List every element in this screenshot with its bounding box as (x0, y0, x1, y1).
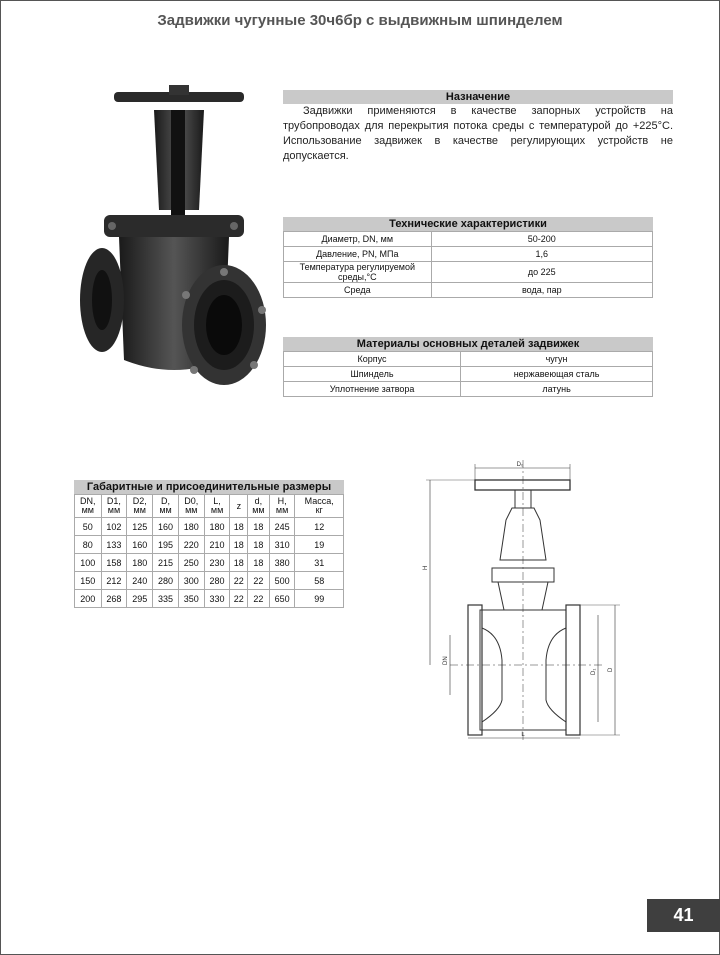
dim-cell: 58 (295, 572, 344, 590)
dim-cell: 230 (204, 554, 230, 572)
dimensions-heading: Габаритные и присоединительные размеры (74, 480, 344, 494)
materials-heading: Материалы основных деталей задвижек (283, 337, 653, 351)
dim-cell: 268 (101, 590, 127, 608)
dim-cell: 18 (248, 554, 270, 572)
dim-cell: 240 (127, 572, 153, 590)
drawing-label-d1: D₁ (591, 668, 597, 675)
spec-label: Давление, PN, МПа (284, 247, 432, 262)
dim-cell: 212 (101, 572, 127, 590)
dim-cell: 100 (75, 554, 102, 572)
dim-header-cell: D0, мм (178, 495, 204, 518)
dimensions-table (74, 494, 344, 608)
dim-cell: 22 (230, 590, 248, 608)
dim-cell: 50 (75, 518, 102, 536)
drawing-label-dn: DN (443, 656, 449, 665)
drawing-label-l: L (521, 732, 525, 738)
dim-cell: 160 (153, 518, 179, 536)
specs-heading: Технические характеристики (283, 217, 653, 231)
material-value: латунь (461, 382, 653, 397)
dim-cell: 250 (178, 554, 204, 572)
dim-cell: 102 (101, 518, 127, 536)
spec-label: Среда (284, 283, 432, 298)
dim-header-cell: D1, мм (101, 495, 127, 518)
page-title: Задвижки чугунные 30ч6бр с выдвижным шпинделем (157, 12, 563, 29)
table-row (75, 554, 344, 572)
spec-value: 50-200 (431, 232, 652, 247)
spec-value: 1,6 (431, 247, 652, 262)
table-header-row (75, 495, 344, 518)
specs-section (283, 217, 653, 298)
dim-cell: 180 (204, 518, 230, 536)
table-row (284, 283, 653, 298)
purpose-text: Задвижки применяются в качестве запорных устройств на трубопроводах для перекрытия потока среды с температурой до +225°С. Использование задвижек в качестве регулирующих устройств не допускается. (283, 105, 673, 162)
dim-header-cell: z (230, 495, 248, 518)
dim-cell: 18 (230, 554, 248, 572)
purpose-heading: Назначение (283, 90, 673, 104)
dim-cell: 22 (230, 572, 248, 590)
dim-cell: 210 (204, 536, 230, 554)
dim-cell: 80 (75, 536, 102, 554)
specs-table (283, 231, 653, 298)
dim-cell: 650 (269, 590, 295, 608)
dim-cell: 18 (230, 518, 248, 536)
table-row (284, 382, 653, 397)
dim-cell: 160 (127, 536, 153, 554)
dim-cell: 280 (153, 572, 179, 590)
valve-technical-drawing (420, 460, 640, 745)
dim-cell: 125 (127, 518, 153, 536)
page-number: 41 (647, 899, 720, 932)
drawing-label-h: H (423, 565, 429, 570)
dim-cell: 310 (269, 536, 295, 554)
dim-cell: 200 (75, 590, 102, 608)
drawing-label-d: D (608, 667, 614, 672)
dim-cell: 195 (153, 536, 179, 554)
dim-cell: 99 (295, 590, 344, 608)
spec-value: до 225 (431, 262, 652, 283)
materials-table (283, 351, 653, 397)
spec-label: Диаметр, DN, мм (284, 232, 432, 247)
spec-label: Температура регулируемой среды,°С (284, 262, 432, 283)
table-row (284, 352, 653, 367)
dim-cell: 31 (295, 554, 344, 572)
dim-cell: 18 (248, 536, 270, 554)
spec-value: вода, пар (431, 283, 652, 298)
table-row (284, 262, 653, 283)
table-row (284, 247, 653, 262)
dim-cell: 180 (127, 554, 153, 572)
dim-cell: 245 (269, 518, 295, 536)
dim-cell: 180 (178, 518, 204, 536)
dim-cell: 335 (153, 590, 179, 608)
dim-cell: 215 (153, 554, 179, 572)
dim-cell: 300 (178, 572, 204, 590)
dim-header-cell: D, мм (153, 495, 179, 518)
material-label: Корпус (284, 352, 461, 367)
dim-header-cell: DN, мм (75, 495, 102, 518)
material-label: Шпиндель (284, 367, 461, 382)
table-row (75, 518, 344, 536)
dim-header-cell: H, мм (269, 495, 295, 518)
material-value: чугун (461, 352, 653, 367)
dim-header-cell: D2, мм (127, 495, 153, 518)
dim-header-cell: Масса, кг (295, 495, 344, 518)
dim-cell: 12 (295, 518, 344, 536)
dim-cell: 18 (248, 518, 270, 536)
dim-cell: 18 (230, 536, 248, 554)
drawing-label-d0: D₀ (516, 462, 524, 468)
material-value: нержавеющая сталь (461, 367, 653, 382)
table-row (284, 232, 653, 247)
material-label: Уплотнение затвора (284, 382, 461, 397)
dim-cell: 330 (204, 590, 230, 608)
dim-header-cell: d, мм (248, 495, 270, 518)
materials-section (283, 337, 653, 397)
dim-cell: 280 (204, 572, 230, 590)
dim-cell: 22 (248, 572, 270, 590)
table-row (75, 572, 344, 590)
dim-header-cell: L, мм (204, 495, 230, 518)
dim-cell: 380 (269, 554, 295, 572)
valve-photo (74, 80, 274, 410)
dim-cell: 295 (127, 590, 153, 608)
dimensions-section (74, 480, 344, 608)
table-row (75, 590, 344, 608)
dim-cell: 158 (101, 554, 127, 572)
dim-cell: 350 (178, 590, 204, 608)
dim-cell: 150 (75, 572, 102, 590)
dim-cell: 19 (295, 536, 344, 554)
table-row (284, 367, 653, 382)
dim-cell: 133 (101, 536, 127, 554)
table-row (75, 536, 344, 554)
dim-cell: 500 (269, 572, 295, 590)
dim-cell: 220 (178, 536, 204, 554)
purpose-section (283, 90, 673, 164)
dim-cell: 22 (248, 590, 270, 608)
